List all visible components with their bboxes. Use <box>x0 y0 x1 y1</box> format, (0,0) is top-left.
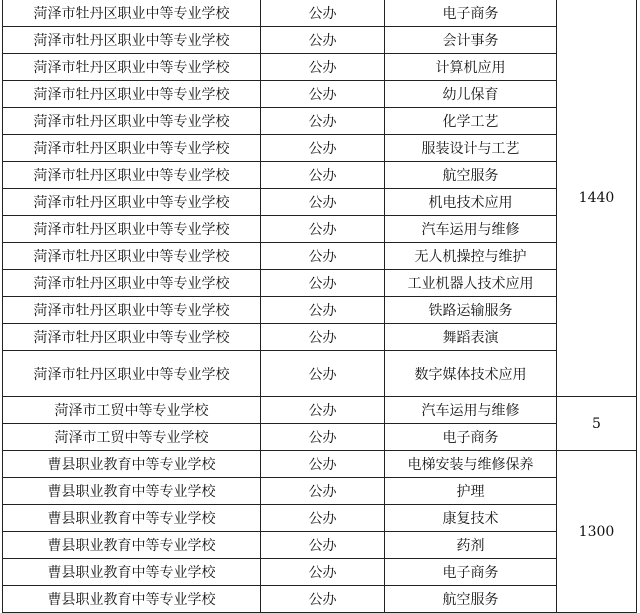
type-cell: 公办 <box>261 505 385 532</box>
school-cell: 曹县职业教育中等专业学校 <box>3 532 261 559</box>
table-row <box>3 324 637 351</box>
type-cell: 公办 <box>261 81 385 108</box>
major-cell: 航空服务 <box>385 162 557 189</box>
school-cell: 菏泽市工贸中等专业学校 <box>3 397 261 424</box>
major-cell: 服装设计与工艺 <box>385 135 557 162</box>
table-row <box>3 532 637 559</box>
table-row <box>3 54 637 81</box>
major-cell: 电子商务 <box>385 0 557 27</box>
table-row <box>3 27 637 54</box>
type-cell: 公办 <box>261 532 385 559</box>
table-row <box>3 81 637 108</box>
school-cell: 菏泽市牡丹区职业中等专业学校 <box>3 351 261 397</box>
table-row <box>3 397 637 424</box>
major-cell: 护理 <box>385 478 557 505</box>
table-row <box>3 270 637 297</box>
school-cell: 曹县职业教育中等专业学校 <box>3 505 261 532</box>
type-cell: 公办 <box>261 135 385 162</box>
table-row <box>3 351 637 397</box>
table-row <box>3 478 637 505</box>
major-cell: 化学工艺 <box>385 108 557 135</box>
school-cell: 菏泽市牡丹区职业中等专业学校 <box>3 54 261 81</box>
table-row <box>3 297 637 324</box>
school-cell: 菏泽市牡丹区职业中等专业学校 <box>3 0 261 27</box>
type-cell: 公办 <box>261 0 385 27</box>
type-cell: 公办 <box>261 478 385 505</box>
school-cell: 菏泽市牡丹区职业中等专业学校 <box>3 297 261 324</box>
major-cell: 会计事务 <box>385 27 557 54</box>
major-cell: 铁路运输服务 <box>385 297 557 324</box>
major-cell: 电子商务 <box>385 424 557 451</box>
enrollment-table <box>2 0 637 613</box>
school-cell: 菏泽市牡丹区职业中等专业学校 <box>3 108 261 135</box>
type-cell: 公办 <box>261 351 385 397</box>
type-cell: 公办 <box>261 397 385 424</box>
table-row <box>3 189 637 216</box>
table-row <box>3 108 637 135</box>
school-cell: 曹县职业教育中等专业学校 <box>3 586 261 613</box>
type-cell: 公办 <box>261 451 385 478</box>
table-row <box>3 162 637 189</box>
table-row <box>3 216 637 243</box>
type-cell: 公办 <box>261 324 385 351</box>
table-row <box>3 135 637 162</box>
type-cell: 公办 <box>261 586 385 613</box>
school-cell: 曹县职业教育中等专业学校 <box>3 478 261 505</box>
major-cell: 工业机器人技术应用 <box>385 270 557 297</box>
school-cell: 菏泽市牡丹区职业中等专业学校 <box>3 189 261 216</box>
type-cell: 公办 <box>261 297 385 324</box>
major-cell: 汽车运用与维修 <box>385 216 557 243</box>
table-row <box>3 0 637 27</box>
school-cell: 菏泽市牡丹区职业中等专业学校 <box>3 27 261 54</box>
capacity-cell: 1440 <box>557 0 637 397</box>
major-cell: 舞蹈表演 <box>385 324 557 351</box>
type-cell: 公办 <box>261 189 385 216</box>
major-cell: 无人机操控与维护 <box>385 243 557 270</box>
type-cell: 公办 <box>261 243 385 270</box>
major-cell: 药剂 <box>385 532 557 559</box>
school-cell: 曹县职业教育中等专业学校 <box>3 451 261 478</box>
type-cell: 公办 <box>261 54 385 81</box>
school-cell: 菏泽市牡丹区职业中等专业学校 <box>3 270 261 297</box>
major-cell: 航空服务 <box>385 586 557 613</box>
table-row <box>3 505 637 532</box>
table-row <box>3 243 637 270</box>
table-row <box>3 424 637 451</box>
school-cell: 菏泽市牡丹区职业中等专业学校 <box>3 243 261 270</box>
table-row <box>3 586 637 613</box>
school-cell: 菏泽市牡丹区职业中等专业学校 <box>3 216 261 243</box>
type-cell: 公办 <box>261 270 385 297</box>
type-cell: 公办 <box>261 27 385 54</box>
type-cell: 公办 <box>261 216 385 243</box>
school-cell: 菏泽市工贸中等专业学校 <box>3 424 261 451</box>
table-body <box>3 0 637 613</box>
type-cell: 公办 <box>261 162 385 189</box>
major-cell: 机电技术应用 <box>385 189 557 216</box>
school-cell: 菏泽市牡丹区职业中等专业学校 <box>3 324 261 351</box>
capacity-cell: 1300 <box>557 451 637 613</box>
type-cell: 公办 <box>261 108 385 135</box>
type-cell: 公办 <box>261 559 385 586</box>
major-cell: 数字媒体技术应用 <box>385 351 557 397</box>
major-cell: 康复技术 <box>385 505 557 532</box>
school-cell: 曹县职业教育中等专业学校 <box>3 559 261 586</box>
school-cell: 菏泽市牡丹区职业中等专业学校 <box>3 135 261 162</box>
table-row <box>3 559 637 586</box>
major-cell: 电梯安装与维修保养 <box>385 451 557 478</box>
major-cell: 幼儿保育 <box>385 81 557 108</box>
school-cell: 菏泽市牡丹区职业中等专业学校 <box>3 162 261 189</box>
type-cell: 公办 <box>261 424 385 451</box>
table-row <box>3 451 637 478</box>
capacity-cell: 5 <box>557 397 637 451</box>
school-cell: 菏泽市牡丹区职业中等专业学校 <box>3 81 261 108</box>
major-cell: 计算机应用 <box>385 54 557 81</box>
major-cell: 电子商务 <box>385 559 557 586</box>
major-cell: 汽车运用与维修 <box>385 397 557 424</box>
